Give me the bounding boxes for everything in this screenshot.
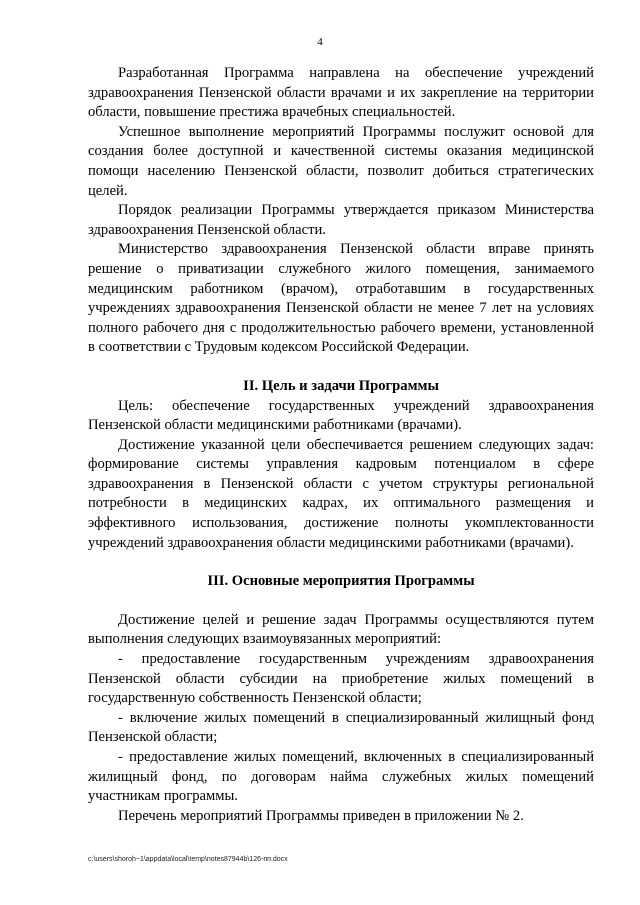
paragraph: Разработанная Программа направлена на обеспечение учреждений здравоохранения Пензенской области врачами и их закрепление на территории области, повышение престижа врачебных специальностей. bbox=[88, 65, 594, 121]
section-heading: III. Основные мероприятия Программы bbox=[207, 573, 475, 590]
section-heading: II. Цель и задачи Программы bbox=[243, 377, 439, 394]
list-item: - включение жилых помещений в специализированный жилищный фонд Пензенской области; bbox=[88, 709, 594, 746]
list-item: - предоставление государственным учреждениям здравоохранения Пензенской области субсидии на приобретение жилых помещений в государственную собственность Пензенской области; bbox=[88, 651, 594, 707]
paragraph: Достижение указанной цели обеспечивается решением следующих задач: формирование системы управления кадровым потенциалом в сфере здравоохранения в Пензенской области с учетом структуры региональной потребности в медицинских кадрах, их оптимального размещения и эффективного использования, достижение полноты укомплектованности учреждений здравоохранения области медицинскими работниками (врачами). bbox=[88, 436, 594, 551]
paragraph: Успешное выполнение мероприятий Программы послужит основой для создания более доступной и качественной системы оказания медицинской помощи населению Пензенской области, позволит добиться стратегических целей. bbox=[88, 123, 594, 199]
paragraph: Перечень мероприятий Программы приведен в приложении № 2. bbox=[118, 807, 524, 824]
paragraph: Достижение целей и решение задач Программы осуществляются путем выполнения следующих взаимоувязанных мероприятий: bbox=[88, 611, 594, 648]
page-number: 4 bbox=[317, 36, 323, 48]
paragraph: Порядок реализации Программы утверждается приказом Министерства здравоохранения Пензенской области. bbox=[88, 202, 594, 238]
list-item: - предоставление жилых помещений, включенных в специализированный жилищный фонд, по договорам найма служебных жилых помещений участникам программы. bbox=[88, 749, 594, 805]
paragraph: Министерство здравоохранения Пензенской области вправе принять решение о приватизации служебного жилого помещения, занимаемого медицинским работником (врачом), отработавшим в государственных учреждениях здравоохранения Пензенской области не менее 7 лет на условиях полного рабочего дня с продолжительностью рабочего времени, установленной в соответствии с Трудовым кодексом Российской Федерации. bbox=[88, 241, 594, 356]
document-body bbox=[88, 64, 594, 826]
paragraph: Цель: обеспечение государственных учреждений здравоохранения Пензенской области медицинскими работниками (врачами). bbox=[88, 397, 594, 434]
file-path-footer: c:\users\shoroh~1\appdata\local\temp\notes87944b\126-пп.docx bbox=[88, 856, 288, 863]
